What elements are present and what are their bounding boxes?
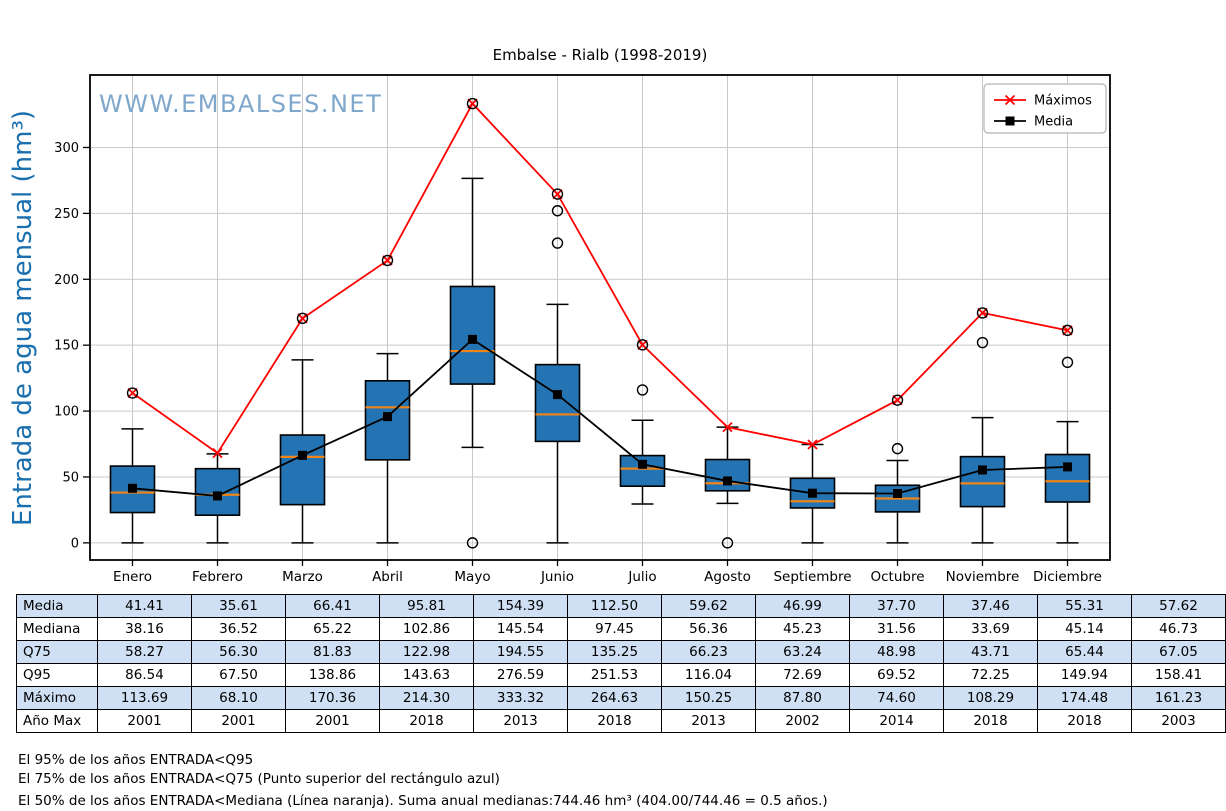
square-marker <box>468 335 477 344</box>
table-cell: 68.10 <box>192 687 286 710</box>
line-Máximos <box>133 104 1068 454</box>
table-cell: 214.30 <box>380 687 474 710</box>
x-tick-label: Junio <box>540 569 575 585</box>
chart-title: Embalse - Rialb (1998-2019) <box>492 46 708 64</box>
box-Marzo <box>281 435 325 505</box>
table-cell: 108.29 <box>944 687 1038 710</box>
table-cell: 138.86 <box>286 664 380 687</box>
table-row <box>17 687 1226 710</box>
square-marker <box>638 460 647 469</box>
table-cell: 2001 <box>286 710 380 733</box>
table-cell: 2018 <box>568 710 662 733</box>
table-cell: 2003 <box>1132 710 1226 733</box>
table-cell: 57.62 <box>1132 595 1226 618</box>
table-cell: 112.50 <box>568 595 662 618</box>
y-axis-label: Entrada de agua mensual (hm³) <box>8 109 38 527</box>
table-cell: 56.30 <box>192 641 286 664</box>
box-Diciembre <box>1046 454 1090 502</box>
x-tick-label: Octubre <box>870 569 925 585</box>
legend-maximos-label: Máximos <box>1034 93 1092 109</box>
table-cell: 95.81 <box>380 595 474 618</box>
series-lines <box>128 99 1073 548</box>
y-tick-label: 100 <box>54 404 79 420</box>
table-cell: 45.23 <box>756 618 850 641</box>
table-cell: 69.52 <box>850 664 944 687</box>
table-cell: 31.56 <box>850 618 944 641</box>
square-marker <box>1063 462 1072 471</box>
table-cell: 158.41 <box>1132 664 1226 687</box>
table-cell: 59.62 <box>662 595 756 618</box>
square-marker <box>383 412 392 421</box>
table-cell: 55.31 <box>1038 595 1132 618</box>
table-cell: 72.25 <box>944 664 1038 687</box>
table-cell: 67.50 <box>192 664 286 687</box>
footnote-q95: El 95% de los años ENTRADA<Q95 <box>18 752 254 768</box>
table-cell: 43.71 <box>944 641 1038 664</box>
table-cell: 48.98 <box>850 641 944 664</box>
x-tick-label: Mayo <box>454 569 491 585</box>
y-tick-label: 200 <box>54 272 79 288</box>
table-cell: 113.69 <box>98 687 192 710</box>
table-cell: 2014 <box>850 710 944 733</box>
table-cell: 194.55 <box>474 641 568 664</box>
line-Media <box>133 339 1068 496</box>
table-cell: 33.69 <box>944 618 1038 641</box>
x-tick-label: Abril <box>372 569 403 585</box>
table-cell: 174.48 <box>1038 687 1132 710</box>
box-Noviembre <box>961 457 1005 507</box>
table-cell: 74.60 <box>850 687 944 710</box>
table-cell: 2001 <box>98 710 192 733</box>
x-tick-label: Marzo <box>282 569 323 585</box>
watermark: WWW.EMBALSES.NET <box>99 90 383 118</box>
table-cell: 41.41 <box>98 595 192 618</box>
table-cell: 2013 <box>662 710 756 733</box>
table-cell: 37.70 <box>850 595 944 618</box>
x-tick-label: Julio <box>628 569 657 585</box>
table-row <box>17 618 1226 641</box>
table-row <box>17 641 1226 664</box>
table-cell: 333.32 <box>474 687 568 710</box>
table-cell: 116.04 <box>662 664 756 687</box>
x-tick-label: Noviembre <box>945 569 1020 585</box>
x-tick-label: Agosto <box>704 569 751 585</box>
table-cell: 122.98 <box>380 641 474 664</box>
table-cell: 38.16 <box>98 618 192 641</box>
footnotes <box>18 751 828 811</box>
axes <box>54 141 1102 585</box>
table-cell: 67.05 <box>1132 641 1226 664</box>
table-cell: 56.36 <box>662 618 756 641</box>
table-cell: 2018 <box>944 710 1038 733</box>
table-cell: 65.44 <box>1038 641 1132 664</box>
table-cell: 135.25 <box>568 641 662 664</box>
table-cell: 37.46 <box>944 595 1038 618</box>
table-cell: 143.63 <box>380 664 474 687</box>
table-cell: 150.25 <box>662 687 756 710</box>
table-cell: 149.94 <box>1038 664 1132 687</box>
table-cell: 65.22 <box>286 618 380 641</box>
table-row-label: Q95 <box>17 664 98 687</box>
gridlines <box>90 75 1110 560</box>
table-row <box>17 710 1226 733</box>
legend <box>984 84 1106 133</box>
table-cell: 264.63 <box>568 687 662 710</box>
square-marker <box>213 491 222 500</box>
y-tick-label: 300 <box>54 140 79 156</box>
y-tick-label: 0 <box>70 536 79 552</box>
table-row-label: Máximo <box>17 687 98 710</box>
table-cell: 2001 <box>192 710 286 733</box>
box-Agosto <box>706 460 750 491</box>
x-tick-label: Febrero <box>192 569 243 585</box>
table-cell: 81.83 <box>286 641 380 664</box>
square-marker <box>553 390 562 399</box>
table-cell: 145.54 <box>474 618 568 641</box>
table-cell: 251.53 <box>568 664 662 687</box>
table-cell: 2013 <box>474 710 568 733</box>
table-cell: 102.86 <box>380 618 474 641</box>
square-marker <box>808 489 817 498</box>
table-cell: 2018 <box>380 710 474 733</box>
footnote-mediana: El 50% de los años ENTRADA<Mediana (Línea naranja). Suma anual medianas:744.46 hm³ (404.00/744.46 = 0.5 años.) <box>18 793 828 809</box>
x-tick-label: Diciembre <box>1033 569 1102 585</box>
table-row-label: Q75 <box>17 641 98 664</box>
square-marker <box>978 465 987 474</box>
table-cell: 72.69 <box>756 664 850 687</box>
monthly-stats-table <box>16 594 1226 733</box>
table-cell: 161.23 <box>1132 687 1226 710</box>
footnote-q75: El 75% de los años ENTRADA<Q75 (Punto superior del rectángulo azul) <box>18 771 500 787</box>
table-row-label: Mediana <box>17 618 98 641</box>
table-cell: 46.73 <box>1132 618 1226 641</box>
table-cell: 154.39 <box>474 595 568 618</box>
x-tick-label: Enero <box>113 569 152 585</box>
table-cell: 97.45 <box>568 618 662 641</box>
table-cell: 170.36 <box>286 687 380 710</box>
table-cell: 2018 <box>1038 710 1132 733</box>
table-row-label: Año Max <box>17 710 98 733</box>
square-marker <box>893 489 902 498</box>
square-marker <box>298 451 307 460</box>
table-cell: 87.80 <box>756 687 850 710</box>
table-cell: 58.27 <box>98 641 192 664</box>
table-row-label: Media <box>17 595 98 618</box>
square-marker-icon <box>1006 117 1015 126</box>
table-cell: 276.59 <box>474 664 568 687</box>
legend-media-label: Media <box>1034 114 1074 130</box>
x-tick-label: Septiembre <box>773 569 852 585</box>
table-row <box>17 664 1226 687</box>
table-cell: 36.52 <box>192 618 286 641</box>
table-cell: 66.23 <box>662 641 756 664</box>
table-cell: 63.24 <box>756 641 850 664</box>
table-cell: 66.41 <box>286 595 380 618</box>
y-tick-label: 50 <box>62 470 79 486</box>
square-marker <box>128 484 137 493</box>
square-marker <box>723 476 732 485</box>
box-Junio <box>536 365 580 442</box>
table-cell: 45.14 <box>1038 618 1132 641</box>
table-cell: 46.99 <box>756 595 850 618</box>
table-row <box>17 595 1226 618</box>
table-cell: 35.61 <box>192 595 286 618</box>
y-tick-label: 150 <box>54 338 79 354</box>
table-cell: 2002 <box>756 710 850 733</box>
boxplots <box>111 178 1090 543</box>
table-cell: 86.54 <box>98 664 192 687</box>
y-tick-label: 250 <box>54 206 79 222</box>
